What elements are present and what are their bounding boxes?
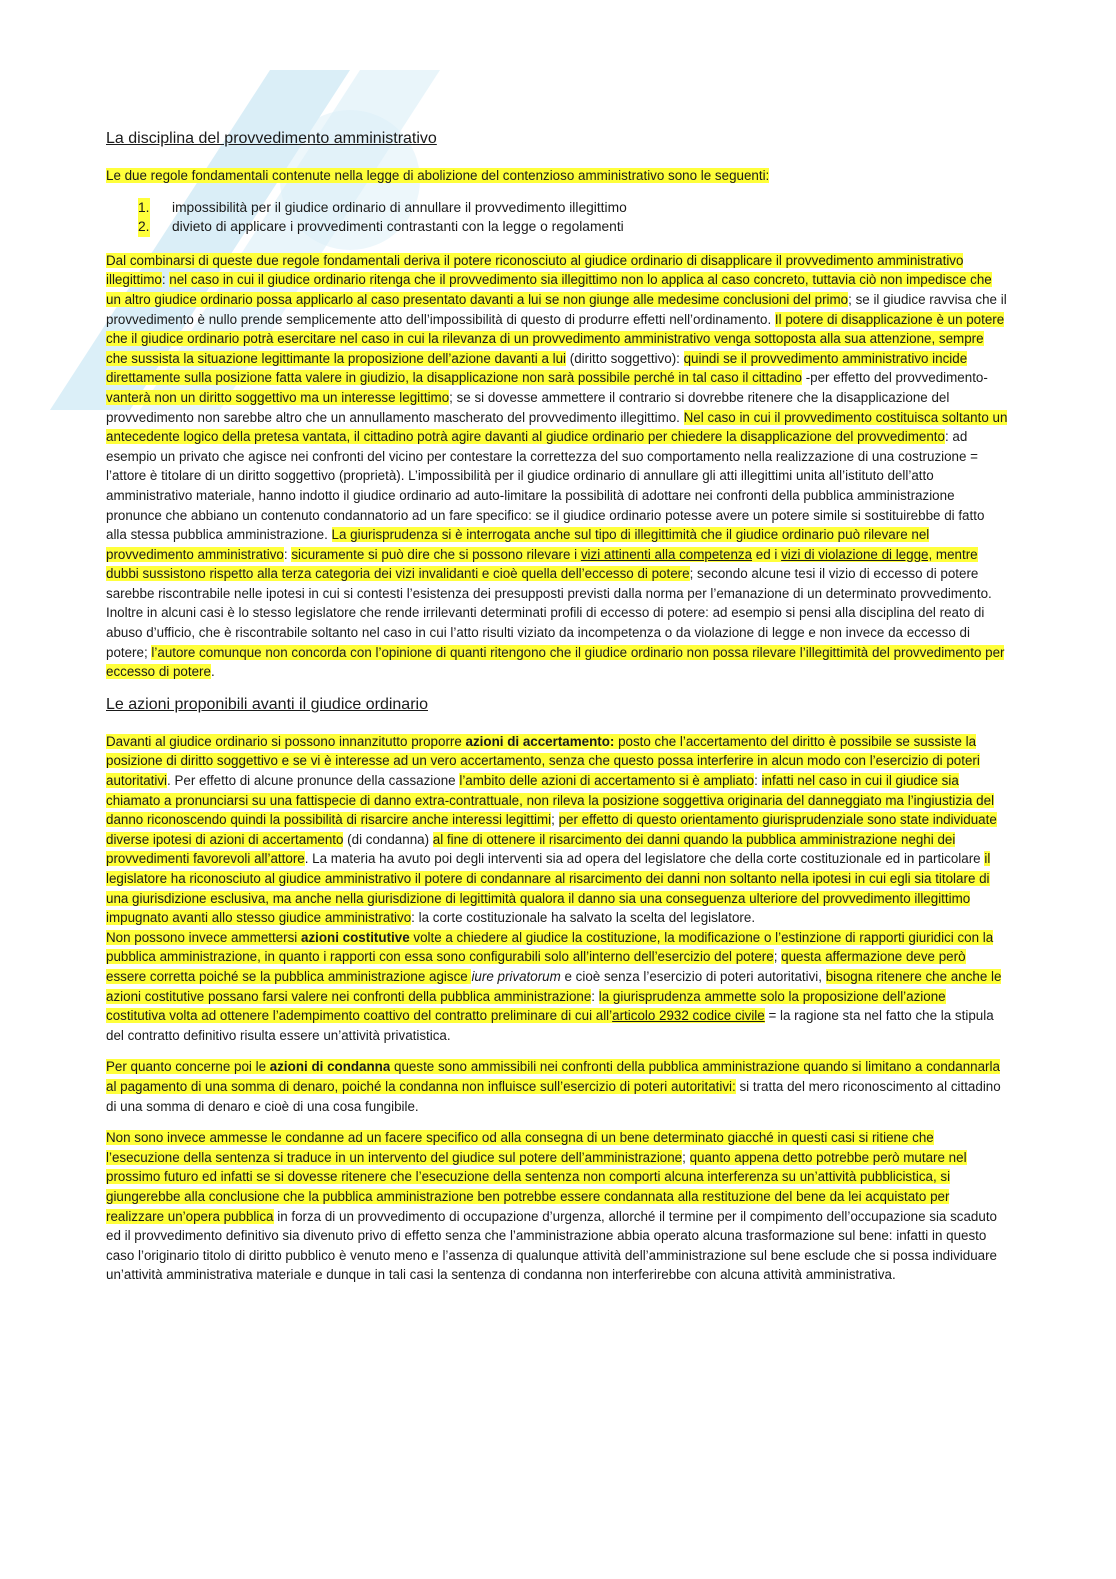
- list-number: 1.: [138, 198, 150, 218]
- intro-paragraph: Le due regole fondamentali contenute nella legge di abolizione del contenzioso amministrativo sono le seguenti:: [106, 168, 770, 183]
- list-item-text: divieto di applicare i provvedimenti contrastanti con la legge o regolamenti: [172, 219, 624, 235]
- list-item: [138, 198, 1008, 218]
- section-title-azioni: Le azioni proponibili avanti il giudice ordinario: [106, 695, 428, 713]
- section-title-disciplina: La disciplina del provvedimento amministrativo: [106, 130, 437, 147]
- facere-paragraph: Non sono invece ammesse le condanne ad un facere specifico od alla consegna di un bene determinato giacché in questi casi si ritiene che l’esecuzione della sentenza si traduce in un intervento del giudice sul potere dell’amministrazione; quanto appena detto potrebbe però mutare nel prossimo futuro ed infatti se si dovesse ritenere che l’esecuzione della sentenza non comporti alcuna interferenza su un’attività pubblicistica, si giungerebbe alla conclusione che la pubblica amministrazione ben potrebbe essere condannata alla restituzione del bene da lei acquistato per realizzare un’opera pubblica in forza di un provvedimento di occupazione d’urgenza, allorché il termine per il compimento dell’occupazione sia scaduto ed il provvedimento definitivo sia divenuto privo di effetto senza che l’amministrazione abbia operato alcuna trasformazione sul bene: infatti in questo caso l’originario titolo di diritto pubblico è venuto meno e l’assenza di qualunque attività dell’amministrazione sul bene esclude che si possa individuare un’attività amministrativa materiale e dunque in tali casi la sentenza di condanna non interferirebbe con alcuna attività amministrativa.: [106, 1130, 997, 1283]
- list-item: [138, 217, 1008, 237]
- disapplicazione-paragraph: Dal combinarsi di queste due regole fondamentali deriva il potere riconosciuto al giudice ordinario di disapplicare il provvedimento amministrativo illegittimo: nel caso in cui il giudice ordinario ritenga che il provvedimento sia illegittimo non lo applica al caso concreto, tuttavia ciò non impedisce che un altro giudice ordinario possa applicarlo al caso presentato davanti a lui se non giunge alle medesime conclusioni del primo; se il giudice ravvisa che il provvedimento è nullo prende semplicemente atto dell’impossibilità di questo di produrre effetti nell’ordinamento. Il potere di disapplicazione è un potere che il giudice ordinario potrà esercitare nel caso in cui la rilevanza di un provvedimento amministrativo venga sottoposta alla sua attenzione, sempre che sussista la situazione legittimante la proposizione dell’azione davanti a lui (diritto soggettivo): quindi se il provvedimento amministrativo incide direttamente sulla posizione fatta valere in giudizio, la disapplicazione non sarà possibile perché in tal caso il cittadino -per effetto del provvedimento- vanterà non un diritto soggettivo ma un interesse legittimo; se si dovesse ammettere il contrario si dovrebbe ritenere che la disapplicazione del provvedimento non sarebbe altro che un annullamento mascherato del provvedimento illegittimo. Nel caso in cui il provvedimento costituisca soltanto un antecedente logico della pretesa vantata, il cittadino potrà agire davanti al giudice ordinario per chiedere la disapplicazione del provvedimento: ad esempio un privato che agisce nei confronti del vicino per contestare la correttezza del suo comportamento nella realizzazione di una costruzione = l’attore è titolare di un diritto soggettivo (proprietà). L’impossibilità per il giudice ordinario di annullare gli atti illegittimi unita all’istituto dell’atto amministrativo materiale, hanno indotto il giudice ordinario ad auto-limitare la possibilità di adottare nei confronti della pubblica amministrazione pronunce che abbiano un contenuto condannatorio ad un fare specifico: se il giudice ordinario potesse avere un potere simile si sostituirebbe di fatto alla stessa pubblica amministrazione. La giurisprudenza si è interrogata anche sul tipo di illegittimità che il giudice ordinario può rilevare nel provvedimento amministrativo: sicuramente si può dire che si possono rilevare i vizi attinenti alla competenza ed i vizi di violazione di legge, mentre dubbi sussistono rispetto alla terza categoria dei vizi invalidanti e cioè quella dell’eccesso di potere; secondo alcune tesi il vizio di eccesso di potere sarebbe riscontrabile nelle ipotesi in cui si contesti l’esistenza dei presupposti previsti dalla norma per l’emanazione di un determinato provvedimento. Inoltre in alcuni casi è lo stesso legislatore che rende irrilevanti determinati profili di eccesso di potere: ad esempio si pensi alla disciplina del reato di abuso d’ufficio, che è riscontrabile soltanto nel caso in cui l’atto risulti viziato da incompetenza o da violazione di legge e non invece da eccesso di potere; l’autore comunque non concorda con l’opinione di quanti ritengono che il giudice ordinario non possa rilevare l’illegittimità del provvedimento per eccesso di potere.: [106, 252, 1008, 680]
- document-body: [106, 128, 1008, 1297]
- list-item-text: impossibilità per il giudice ordinario di annullare il provvedimento illegittimo: [172, 199, 627, 215]
- rules-list: [106, 198, 1008, 237]
- costitutive-paragraph: Non possono invece ammettersi azioni costitutive volte a chiedere al giudice la costituzione, la modificazione o l’estinzione di rapporti giuridici con la pubblica amministrazione, in quanto i rapporti con essa sono configurabili solo all’interno dell’esercizio del potere; questa affermazione deve però essere corretta poiché se la pubblica amministrazione agisce iure privatorum e cioè senza l’esercizio di poteri autoritativi, bisogna ritenere che anche le azioni costitutive possano farsi valere nei confronti della pubblica amministrazione: la giurisprudenza ammette solo la proposizione dell’azione costitutiva volta ad ottenere l’adempimento coattivo del contratto preliminare di cui all’articolo 2932 codice civile = la ragione sta nel fatto che la stipula del contratto definitivo risulta essere un’attività privatistica.: [106, 929, 1002, 1043]
- accertamento-paragraph: Davanti al giudice ordinario si possono innanzitutto proporre azioni di accertamento: posto che l’accertamento del diritto è possibile se sussiste la posizione di diritto soggettivo e se vi è interesse ad un vero accertamento, senza che questo possa interferire in alcun modo con l’esercizio di poteri autoritativi. Per effetto di alcune pronunce della cassazione l’ambito delle azioni di accertamento si è ampliato: infatti nel caso in cui il giudice sia chiamato a pronunciarsi su una fattispecie di danno extra-contrattuale, non rileva la posizione soggettiva originaria del danneggiato ma l’ingiustizia del danno riconoscendo quindi la possibilità di risarcire anche interessi legittimi; per effetto di questo orientamento giurisprudenziale sono state individuate diverse ipotesi di azioni di accertamento (di condanna) al fine di ottenere il risarcimento dei danni quando la pubblica amministrazione neghi dei provvedimenti favorevoli all’attore. La materia ha avuto poi degli interventi sia ad opera del legislatore che della corte costituzionale ed in particolare il legislatore ha riconosciuto al giudice amministrativo il potere di condannare al risarcimento dei danni non soltanto nella ipotesi in cui egli sia titolare di una giurisdizione esclusiva, ma anche nella giurisdizione di legittimità qualora il danno sia una conseguenza ulteriore del provvedimento illegittimo impugnato avanti allo stesso giudice amministrativo: la corte costituzionale ha salvato la scelta del legislatore.: [106, 733, 997, 926]
- list-number: 2.: [138, 217, 150, 237]
- condanna-paragraph: Per quanto concerne poi le azioni di condanna queste sono ammissibili nei confronti della pubblica amministrazione quando si limitano a condannarla al pagamento di una somma di denaro, poiché la condanna non influisce sull’esercizio di poteri autoritativi: si tratta del mero riconoscimento al cittadino di una somma di denaro e cioè di una cosa fungibile.: [106, 1059, 1001, 1114]
